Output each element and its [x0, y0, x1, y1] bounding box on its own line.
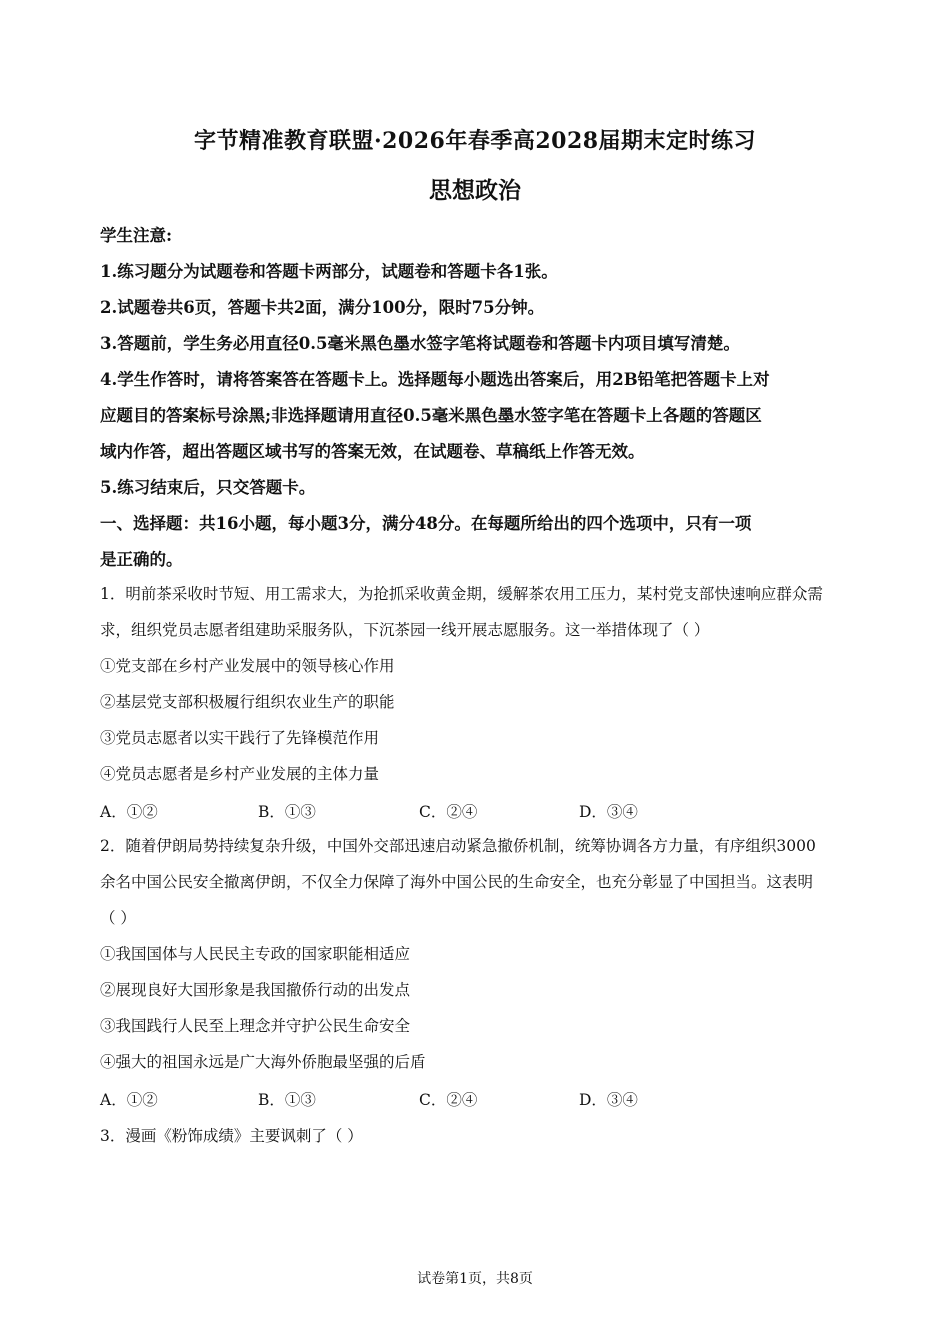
exam-title: 字节精准教育联盟·2026年春季高2028届期末定时练习 — [193, 128, 757, 154]
option-a[interactable]: A．①② — [100, 803, 158, 821]
notice-item: 3.答题前，学生务必用直径0.5毫米黑色墨水签字笔将试题卷和答题卡内项目填写清楚。 — [100, 334, 740, 353]
notice-item: 2.试题卷共6页，答题卡共2面，满分100分，限时75分钟。 — [100, 298, 545, 317]
question-2-statement: ①我国国体与人民民主专政的国家职能相适应 — [100, 945, 411, 963]
option-a[interactable]: A．①② — [100, 1091, 158, 1109]
notice-item: 1.练习题分为试题卷和答题卡两部分，试题卷和答题卡各1张。 — [100, 262, 558, 281]
section-heading-cont: 是正确的。 — [100, 550, 183, 569]
option-b[interactable]: B．①③ — [258, 803, 316, 821]
notice-item: 4.学生作答时，请将答案答在答题卡上。选择题每小题选出答案后，用2B铅笔把答题卡上对 — [100, 370, 770, 389]
section-heading: 一、选择题：共16小题，每小题3分，满分48分。在每题所给出的四个选项中，只有一项 — [100, 514, 752, 533]
option-c[interactable]: C．②④ — [419, 1091, 478, 1109]
question-2-stem-cont: （ ） — [100, 909, 136, 927]
question-1-stem: 1．明前茶采收时节短、用工需求大，为抢抓采收黄金期，缓解茶农用工压力，某村党支部快速响应群众需 — [100, 585, 823, 603]
page-footer: 试卷第1页，共8页 — [417, 1271, 533, 1287]
notice-item: 域内作答，超出答题区域书写的答案无效，在试题卷、草稿纸上作答无效。 — [100, 442, 645, 461]
option-d[interactable]: D．③④ — [579, 803, 638, 821]
question-2-statement: ②展现良好大国形象是我国撤侨行动的出发点 — [100, 981, 411, 999]
question-2-stem-cont: 余名中国公民安全撤离伊朗，不仅全力保障了海外中国公民的生命安全，也充分彰显了中国担当。这表明 — [100, 873, 814, 891]
question-1-statement: ②基层党支部积极履行组织农业生产的职能 — [100, 693, 395, 711]
question-3-stem: 3．漫画《粉饰成绩》主要讽刺了（ ） — [100, 1127, 363, 1145]
question-2-statement: ④强大的祖国永远是广大海外侨胞最坚强的后盾 — [100, 1053, 426, 1071]
option-c[interactable]: C．②④ — [419, 803, 478, 821]
question-1-stem-cont: 求，组织党员志愿者组建助采服务队，下沉茶园一线开展志愿服务。这一举措体现了（ ） — [100, 621, 710, 639]
option-d[interactable]: D．③④ — [579, 1091, 638, 1109]
question-2-statement: ③我国践行人民至上理念并守护公民生命安全 — [100, 1017, 411, 1035]
question-1-statement: ③党员志愿者以实干践行了先锋模范作用 — [100, 729, 380, 747]
option-b[interactable]: B．①③ — [258, 1091, 316, 1109]
question-1-statement: ①党支部在乡村产业发展中的领导核心作用 — [100, 657, 395, 675]
subject-title: 思想政治 — [429, 177, 521, 204]
question-2-stem: 2．随着伊朗局势持续复杂升级，中国外交部迅速启动紧急撤侨机制，统筹协调各方力量，有序组织3000 — [100, 837, 816, 855]
question-1-statement: ④党员志愿者是乡村产业发展的主体力量 — [100, 765, 380, 783]
notice-item: 5.练习结束后，只交答题卡。 — [100, 478, 316, 497]
notice-item: 应题目的答案标号涂黑;非选择题请用直径0.5毫米黑色墨水签字笔在答题卡上各题的答题区 — [100, 406, 762, 425]
notice-heading: 学生注意: — [100, 226, 173, 245]
